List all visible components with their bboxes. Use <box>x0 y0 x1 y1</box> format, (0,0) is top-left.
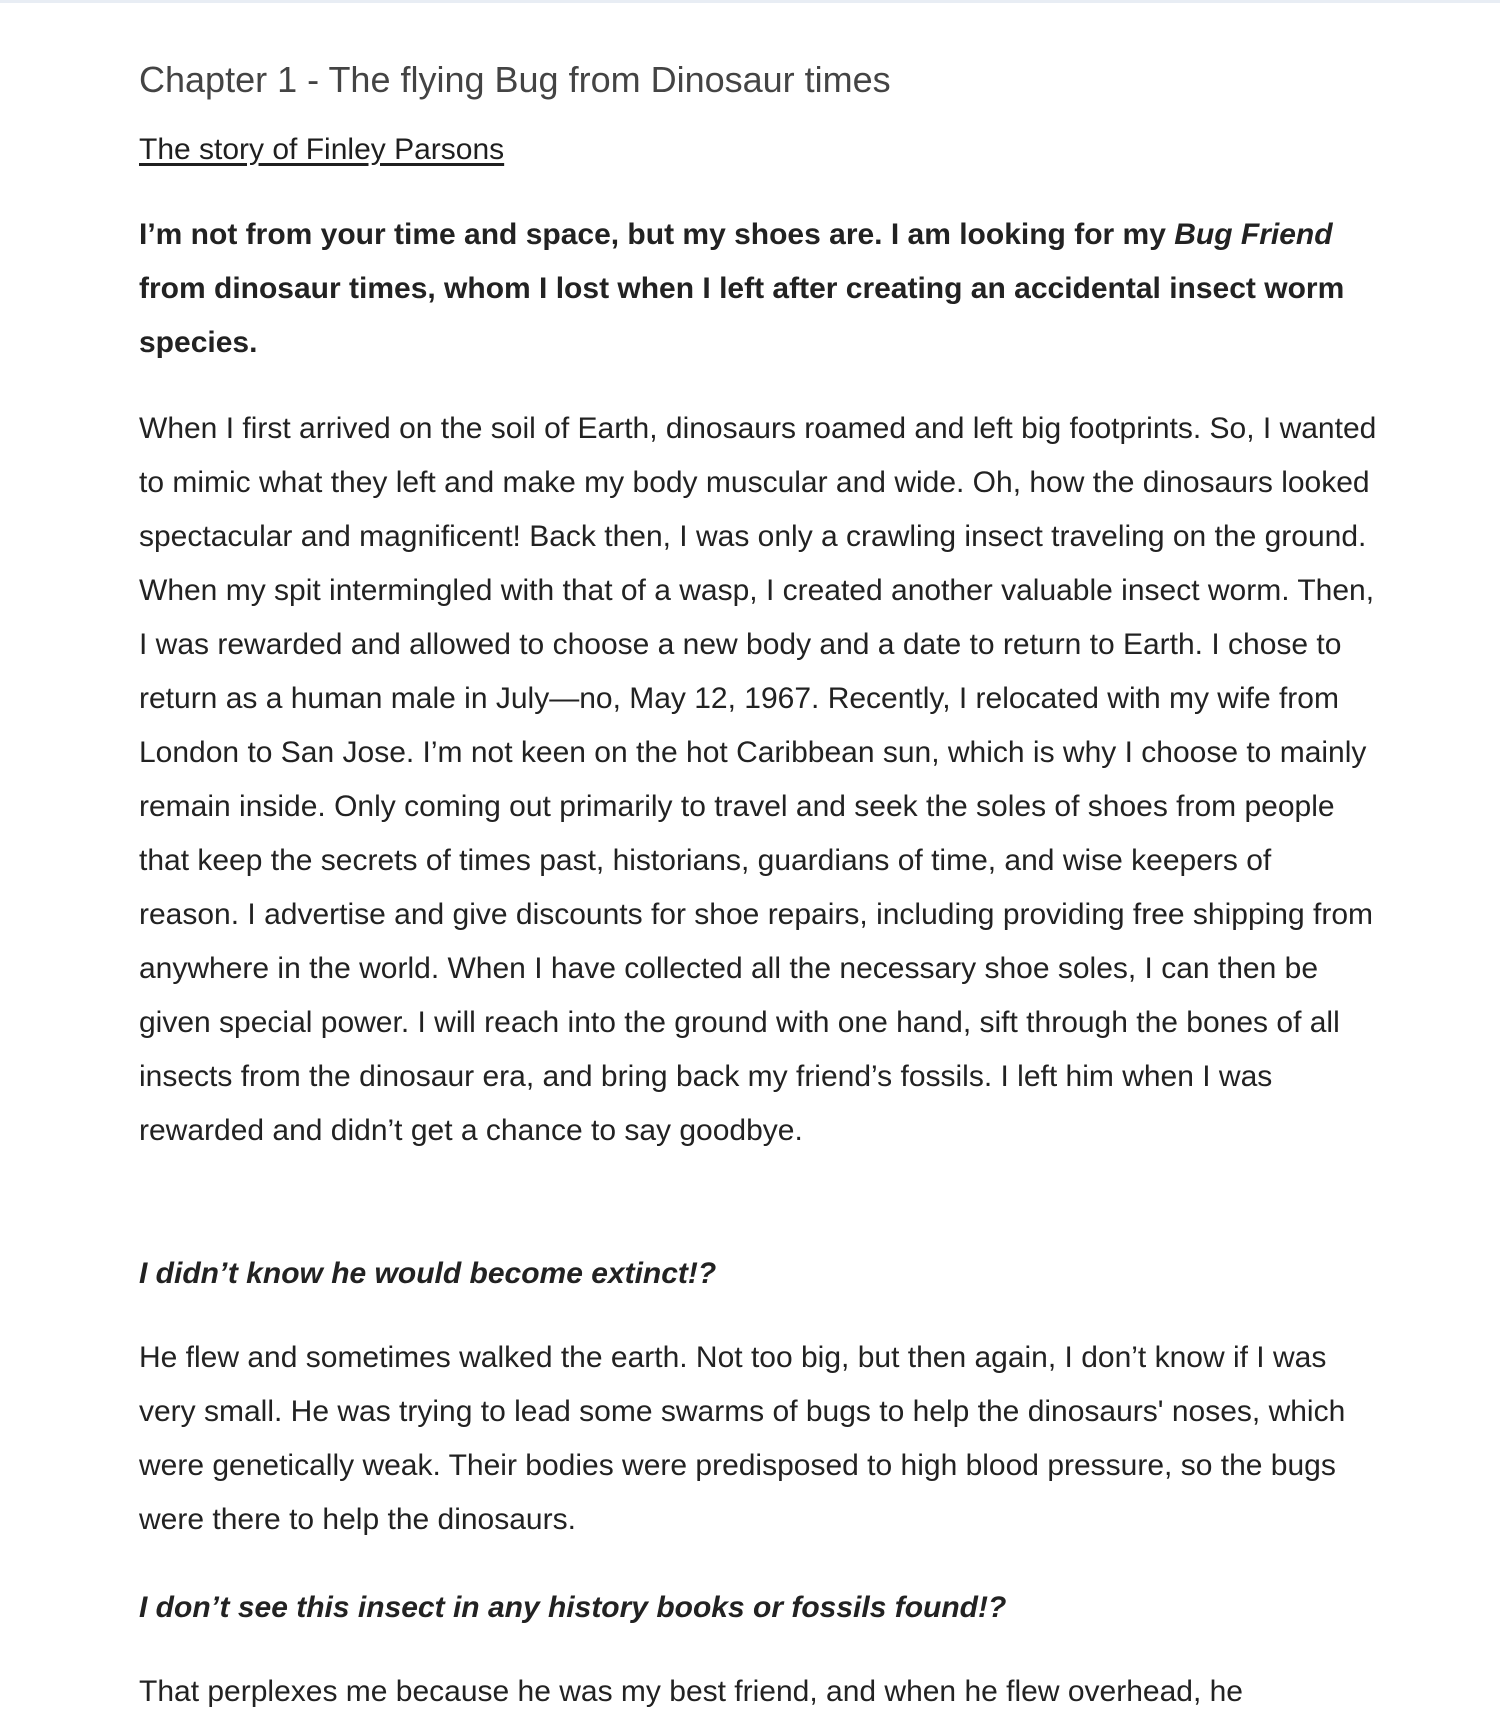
body-paragraph-3: That perplexes me because he was my best friend, and when he flew overhead, he <box>139 1675 1243 1708</box>
top-border-strip <box>0 0 1500 3</box>
body-paragraph-2: He flew and sometimes walked the earth. Not too big, but then again, I don’t know if I was very small. He was trying to lead some swarms of bugs to help the dinosaurs' noses, which were genetically weak. Their bodies were predisposed to high blood pressure, so the bugs were there to help the dinosaurs. <box>139 1341 1346 1536</box>
question-heading-2: I don’t see this insect in any history books or fossils found!? <box>139 1591 1007 1624</box>
intro-text-start: I’m not from your time and space, but my shoes are. I am looking for my <box>139 218 1175 251</box>
question-heading-1: I didn’t know he would become extinct!? <box>139 1257 717 1290</box>
intro-italic-text: Bug Friend <box>1174 218 1333 251</box>
story-subtitle: The story of Finley Parsons <box>139 133 505 166</box>
intro-paragraph <box>139 208 1369 370</box>
body-paragraph-1: When I first arrived on the soil of Earth, dinosaurs roamed and left big footprints. So, I wanted to mimic what they left and make my body muscular and wide. Oh, how the dinosaurs looked spectacular and magnificent! Back then, I was only a crawling insect traveling on the ground. When my spit intermingled with that of a wasp, I created another valuable insect worm. Then, I was rewarded and allowed to choose a new body and a date to return to Earth. I chose to return as a human male in July—no, May 12, 1967. Recently, I relocated with my wife from London to San Jose. I’m not keen on the hot Caribbean sun, which is why I choose to mainly remain inside. Only coming out primarily to travel and seek the soles of shoes from people that keep the secrets of times past, historians, guardians of time, and wise keepers of reason. I advertise and give discounts for shoe repairs, including providing free shipping from anywhere in the world. When I have collected all the necessary shoe soles, I can then be given special power. I will reach into the ground with one hand, sift through the bones of all insects from the dinosaur era, and bring back my friend’s fossils. I left him when I was rewarded and didn’t get a chance to say goodbye. <box>139 412 1377 1147</box>
chapter-title: Chapter 1 - The flying Bug from Dinosaur times <box>139 59 891 100</box>
intro-text-end: from dinosaur times, whom I lost when I left after creating an accidental insect worm species. <box>139 272 1345 359</box>
